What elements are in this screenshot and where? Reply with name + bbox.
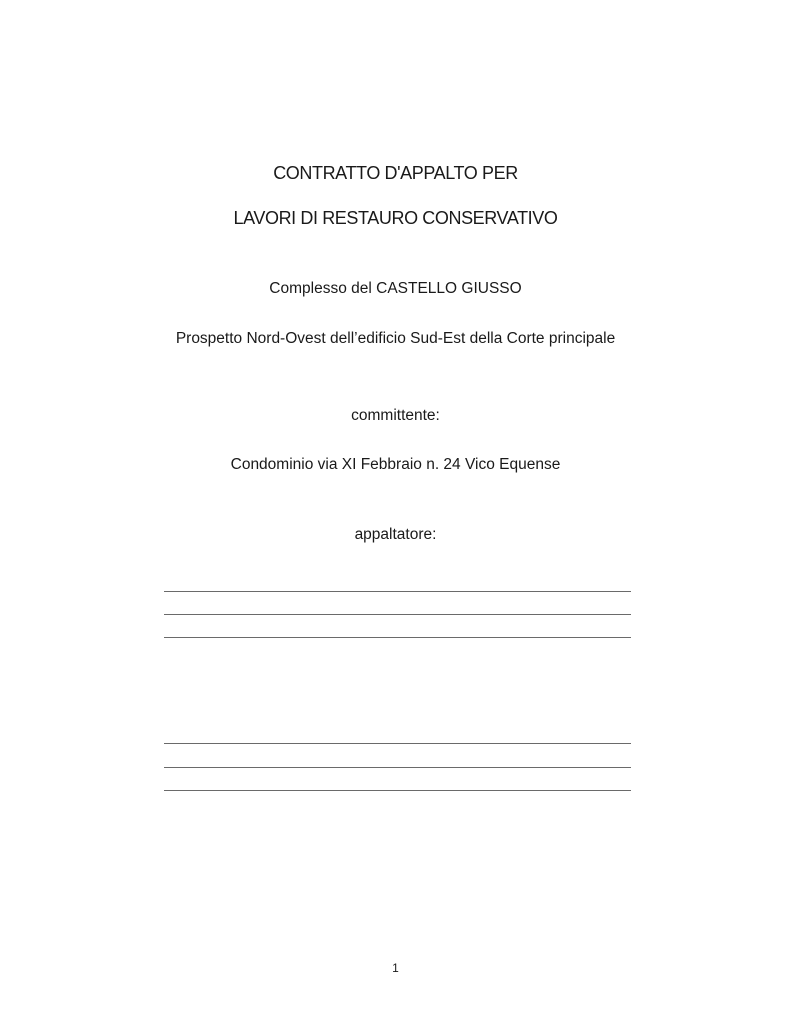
- signature-blank-line-1: [164, 743, 631, 744]
- client-label: committente:: [351, 407, 440, 424]
- contract-title-line-2: LAVORI DI RESTAURO CONSERVATIVO: [233, 208, 558, 228]
- contractor-blank-line-2: [164, 614, 631, 615]
- facade-description: Prospetto Nord-Ovest dell’edificio Sud-Est della Corte principale: [175, 330, 616, 347]
- signature-blank-line-2: [164, 767, 631, 768]
- contractor-label: appaltatore:: [354, 526, 437, 543]
- page-number: 1: [392, 961, 399, 975]
- signature-blank-line-3: [164, 790, 631, 791]
- contractor-blank-line-1: [164, 591, 631, 592]
- complex-name: Complesso del CASTELLO GIUSSO: [269, 280, 522, 297]
- contract-title-line-1: CONTRATTO D'APPALTO PER: [273, 163, 518, 183]
- contractor-blank-line-3: [164, 637, 631, 638]
- client-name: Condominio via XI Febbraio n. 24 Vico Equense: [230, 456, 561, 473]
